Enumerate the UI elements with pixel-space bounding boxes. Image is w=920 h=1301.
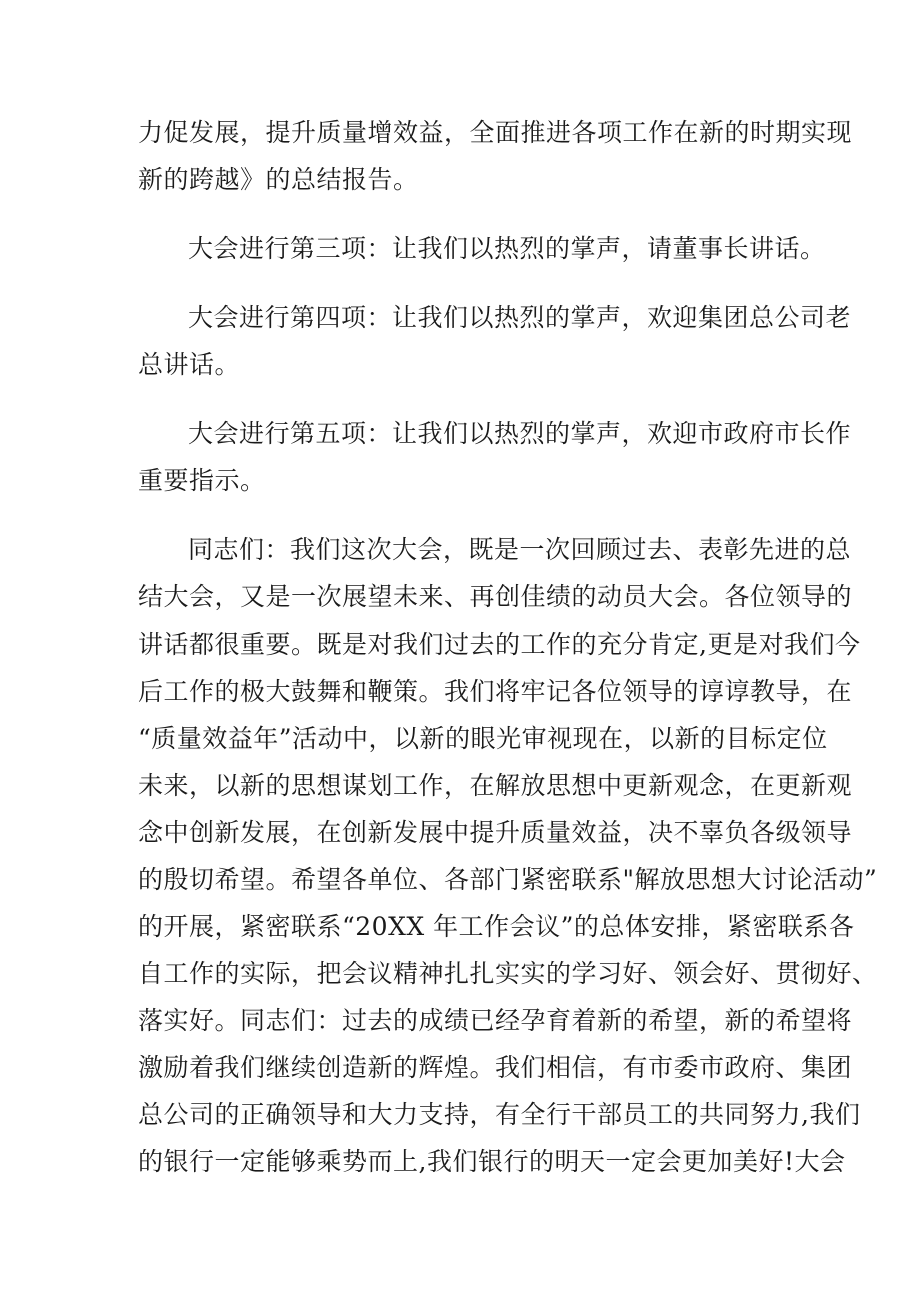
text-line: 的开展，紧密联系“20XX 年工作会议”的总体安排，紧密联系各 bbox=[138, 912, 855, 941]
text-line: 讲话都很重要。既是对我们过去的工作的充分肯定,更是对我们今 bbox=[138, 630, 861, 659]
text-line: 未来，以新的思想谋划工作，在解放思想中更新观念，在更新观 bbox=[138, 771, 853, 800]
text-line: 大会进行第五项：让我们以热烈的掌声，欢迎市政府市长作 bbox=[188, 419, 852, 448]
text-line: 的银行一定能够乘势而上,我们银行的明天一定会更加美好!大会 bbox=[138, 1147, 846, 1176]
text-line: 新的跨越》的总结报告。 bbox=[138, 165, 419, 194]
text-line: 总公司的正确领导和大力支持，有全行干部员工的共同努力,我们 bbox=[138, 1100, 861, 1129]
text-line: 同志们：我们这次大会，既是一次回顾过去、表彰先进的总 bbox=[188, 535, 852, 564]
text-line: 总讲话。 bbox=[138, 350, 241, 379]
text-line: 的殷切希望。希望各单位、各部门紧密联系"解放思想大讨论活动” bbox=[138, 865, 878, 894]
text-line: 落实好。同志们：过去的成绩已经孕育着新的希望，新的希望将 bbox=[138, 1006, 853, 1035]
text-line: “质量效益年”活动中，以新的眼光审视现在，以新的目标定位 bbox=[138, 724, 828, 753]
text-line: 力促发展，提升质量增效益，全面推进各项工作在新的时期实现 bbox=[138, 118, 853, 147]
text-line: 激励着我们继续创造新的辉煌。我们相信，有市委市政府、集团 bbox=[138, 1053, 853, 1082]
text-line: 大会进行第四项：让我们以热烈的掌声，欢迎集团总公司老 bbox=[188, 303, 852, 332]
text-line: 念中创新发展，在创新发展中提升质量效益，决不辜负各级领导 bbox=[138, 818, 853, 847]
text-line: 结大会，又是一次展望未来、再创佳绩的动员大会。各位领导的 bbox=[138, 582, 853, 611]
text-line: 重要指示。 bbox=[138, 466, 266, 495]
text-line: 自工作的实际，把会议精神扎扎实实的学习好、领会好、贯彻好、 bbox=[138, 959, 878, 988]
text-line: 后工作的极大鼓舞和鞭策。我们将牢记各位领导的谆谆教导，在 bbox=[138, 677, 853, 706]
text-line: 大会进行第三项：让我们以热烈的掌声，请董事长讲话。 bbox=[188, 234, 826, 263]
